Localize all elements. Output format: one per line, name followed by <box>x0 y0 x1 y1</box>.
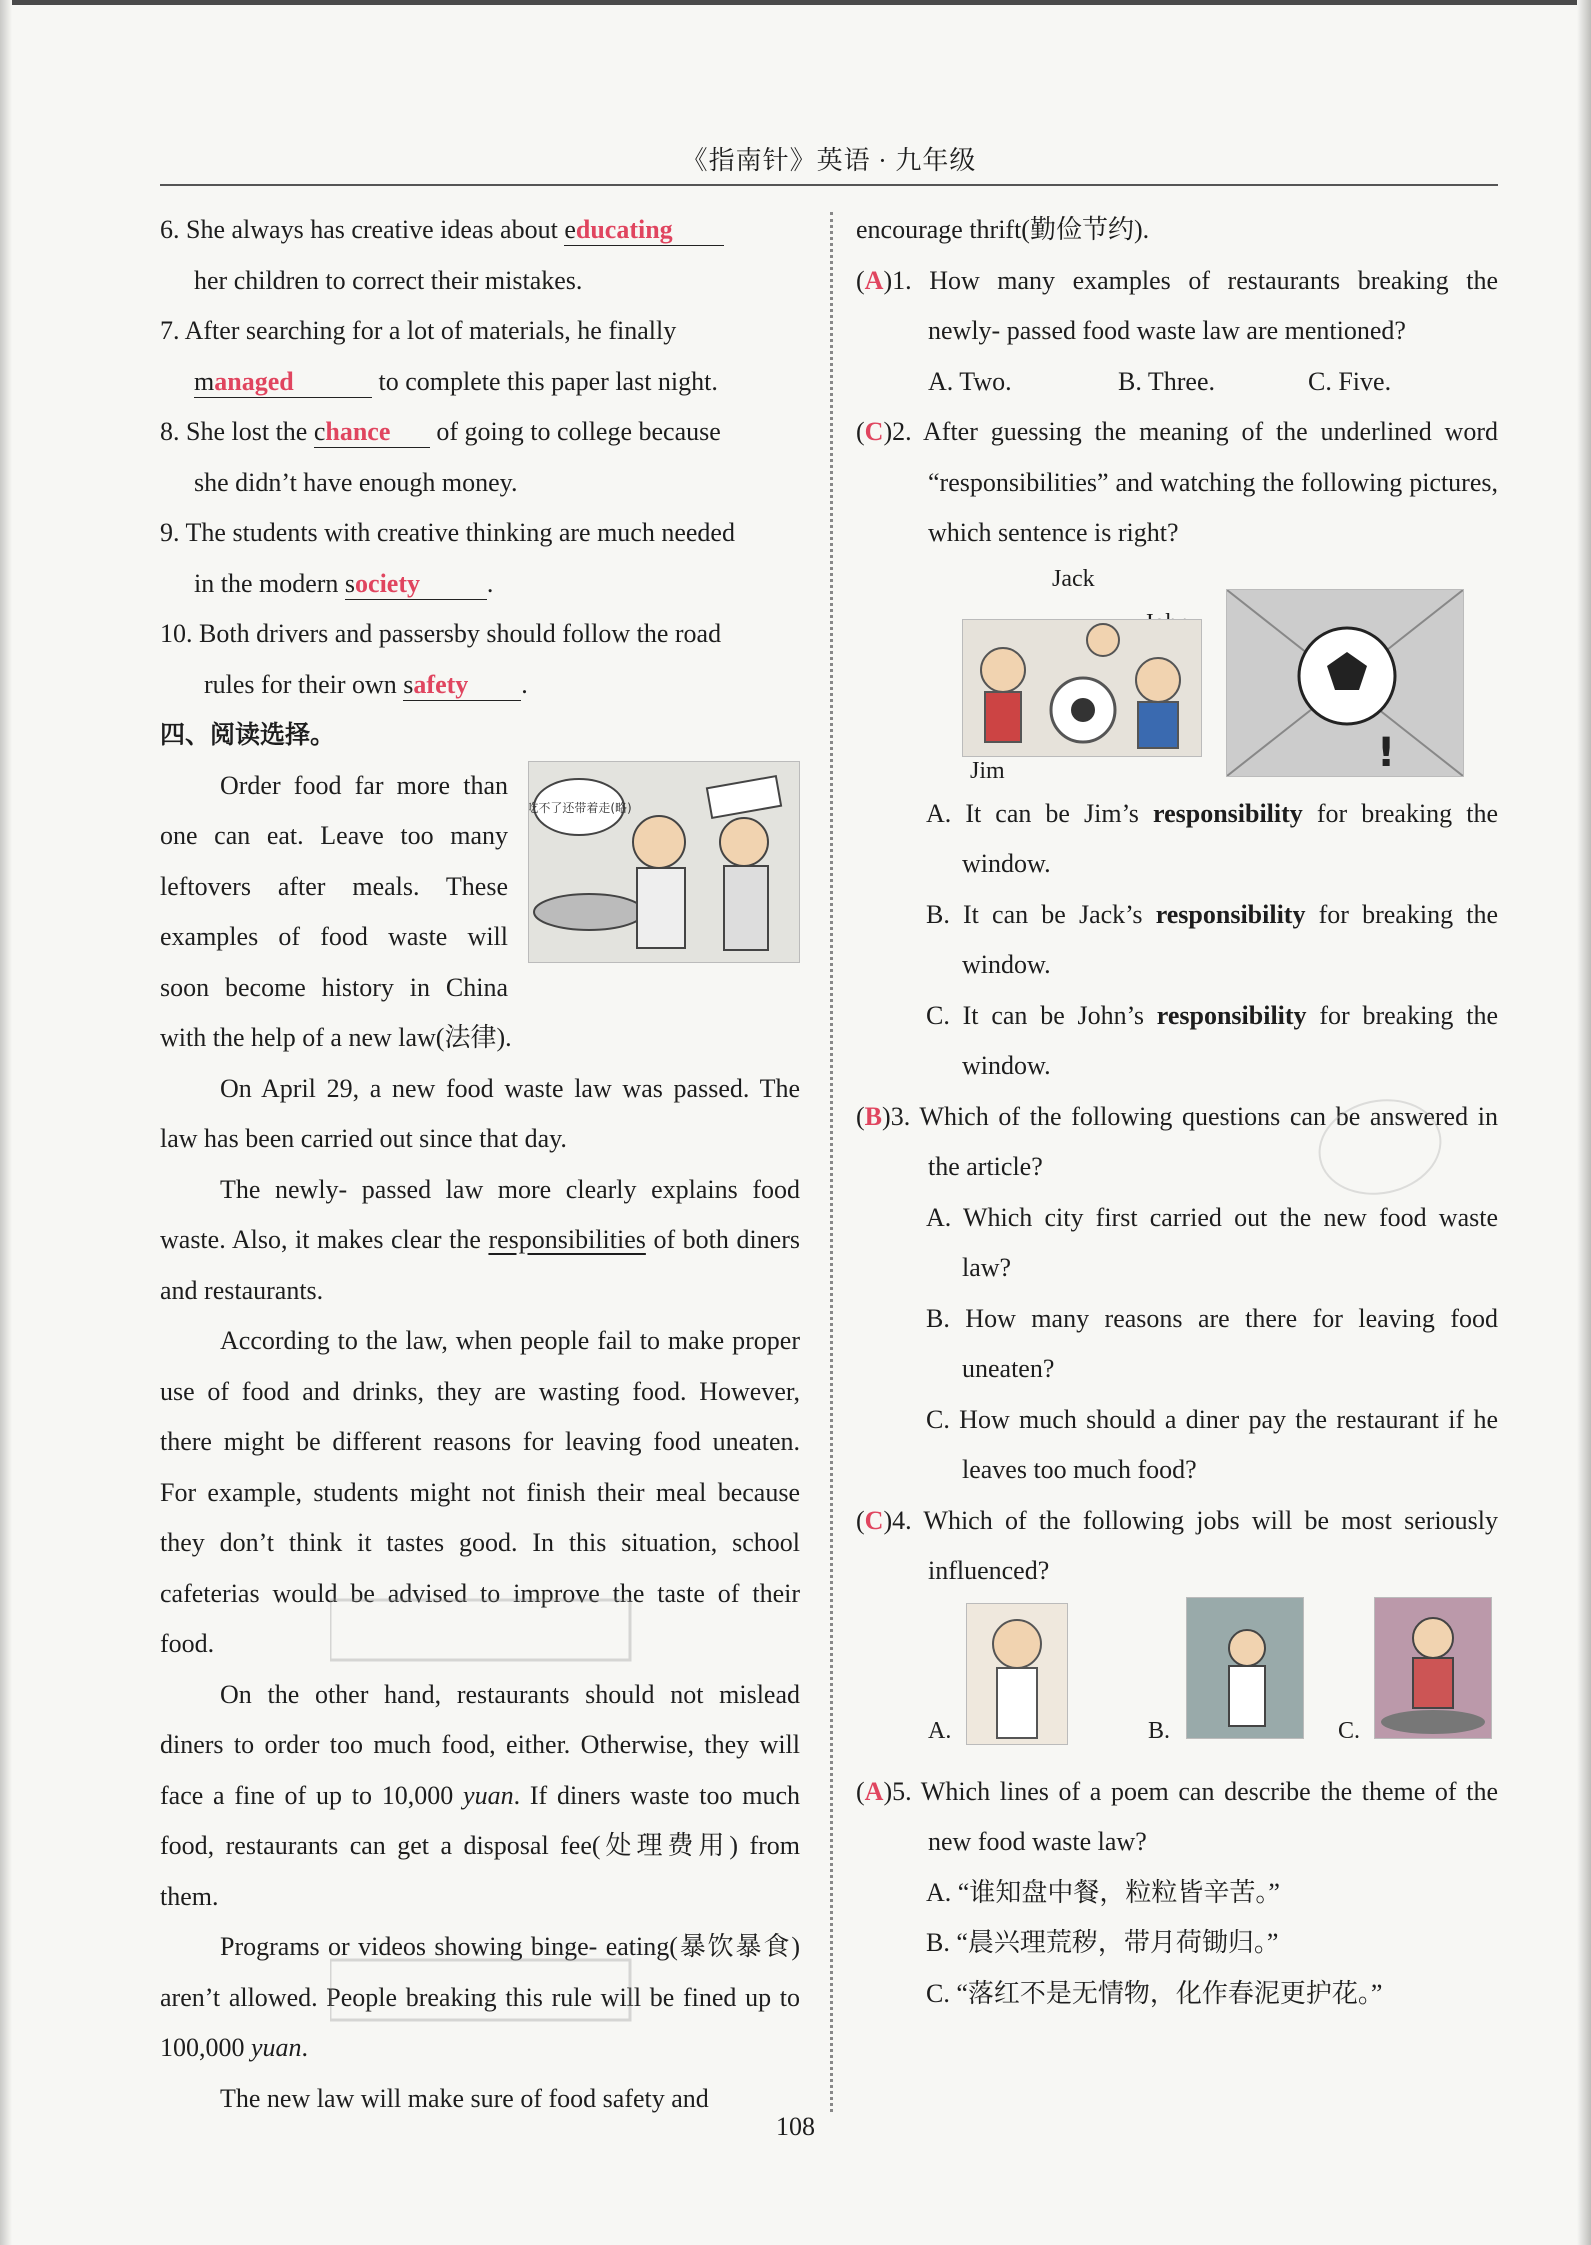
header-rule <box>160 184 1498 186</box>
scan-edge-left <box>0 0 12 2245</box>
option: C. Five. <box>1308 366 1392 396</box>
chef-picture <box>1186 1597 1304 1739</box>
question-5: (A)5. Which lines of a poem can describe the theme of the new food waste law? <box>856 1776 1498 1856</box>
answer-text: ociety <box>355 568 421 598</box>
fill-item-8-cont: she didn’t have enough money. <box>194 467 518 497</box>
watermark-1 <box>330 1590 650 1686</box>
option-label-c: C. <box>1338 1717 1361 1744</box>
kids-football-picture <box>962 619 1202 757</box>
passage-p2: On April 29, a new food waste law was passed. The law has been carried out since that day. <box>160 1073 800 1153</box>
question-1: (A)1. How many examples of restaurants breaking the newly- passed food waste law are mentioned? <box>856 265 1499 345</box>
question-5-option-b: B. “晨兴理荒秽，带月荷锄归。” <box>926 1928 1279 1957</box>
question-answer: A <box>864 1776 884 1806</box>
option-label-a: A. <box>928 1717 952 1744</box>
passage-p3: The newly- passed law more clearly explains food waste. Also, it makes clear the responsibilities of both diners and restaurants. <box>160 1174 801 1305</box>
question-4: (C)4. Which of the following jobs will be most seriously influenced? <box>856 1505 1498 1585</box>
svg-text:!: ! <box>1377 729 1396 776</box>
speech-bubble-text: 吃不了还带着走(略) <box>529 800 632 815</box>
answer-text: anaged <box>214 366 294 396</box>
page-number: 108 <box>776 2112 815 2141</box>
question-3-option-c: C. How much should a diner pay the restaurant if he leaves too much food? <box>926 1404 1498 1484</box>
scan-edge-right <box>1577 0 1591 2245</box>
page-header: 《指南针》英语 · 九年级 <box>681 146 977 175</box>
fill-item-9-cont: in the modern society . <box>194 568 494 598</box>
question-answer: B <box>864 1101 883 1131</box>
column-divider <box>830 212 833 2112</box>
passage-continuation: encourage thrift(勤俭节约). <box>856 215 1150 244</box>
question-5-option-c: C. “落红不是无情物，化作春泥更护花。” <box>926 1978 1383 2008</box>
question-answer: C <box>864 1505 884 1535</box>
underlined-word: responsibilities <box>488 1225 646 1254</box>
fill-item-9: 9. The students with creative thinking are much needed <box>160 518 735 547</box>
answer-text: hance <box>325 417 391 446</box>
question-4-pictures <box>856 1597 1498 1767</box>
question-5-option-a: A. “谁知盘中餐，粒粒皆辛苦。” <box>926 1877 1280 1907</box>
label-jack: Jack <box>1052 565 1095 592</box>
passage-p5: On the other hand, restaurants should not mislead diners to order too much food, either. Otherwise, they will face a fine of up to 10,000 yuan. If diners waste too much food, restaurants can get a disposal fee(处理费用) from them. <box>160 1679 801 1911</box>
question-2-option-b: B. It can be Jack’s responsibility for breaking the window. <box>926 899 1498 979</box>
passage-p4: According to the law, when people fail to make proper use of food and drinks, they are wasting food. However, there might be different reasons for leaving food uneaten. For example, students might not finish their meal because they don’t think it tastes good. In this situation, school cafeterias would be advised to improve the taste of their food. <box>160 1326 800 1658</box>
question-1-options <box>856 357 1498 408</box>
fill-item-7: 7. After searching for a lot of materials, he finally <box>160 316 677 345</box>
label-jim: Jim <box>970 757 1005 784</box>
cartoon-diners-image <box>528 761 800 963</box>
question-2-pictures <box>856 559 1498 789</box>
fill-item-6: 6. She always has creative ideas about educating <box>160 205 800 256</box>
passage-p1: Order food far more than one can eat. Leave too many leftovers after meals. These examples of food waste will soon become history in China with the help of a new law(法律). <box>160 770 512 1052</box>
answer-text: ducating <box>575 215 673 244</box>
fill-item-7-cont: managed to complete this paper last night. <box>194 366 718 396</box>
watermark-2 <box>330 1950 650 2046</box>
option: A. Two. <box>928 366 1012 396</box>
question-3-option-a: A. Which city first carried out the new food waste law? <box>926 1202 1498 1282</box>
fill-item-6-cont: her children to correct their mistakes. <box>194 265 583 295</box>
section-title: 四、阅读选择。 <box>160 720 336 749</box>
fill-item-10-cont: rules for their own safety . <box>204 669 528 699</box>
question-3: (B)3. Which of the following questions can be answered in the article? <box>856 1101 1499 1181</box>
question-2: (C)2. After guessing the meaning of the underlined word “responsibilities” and watching the following pictures, which sentence is right? <box>856 417 1498 547</box>
question-2-option-c: C. It can be John’s responsibility for breaking the window. <box>926 1000 1498 1080</box>
option-label-b: B. <box>1148 1717 1171 1744</box>
option: B. Three. <box>1118 366 1215 396</box>
passage-p6: Programs or videos showing binge- eating(暴饮暴食) aren’t allowed. People breaking this rule will be fined up to 100,000 yuan. <box>160 1932 800 2062</box>
question-3-option-b: B. How many reasons are there for leaving food uneaten? <box>926 1303 1498 1383</box>
waitress-picture <box>966 1603 1068 1745</box>
fill-item-8: 8. She lost the chance of going to college because <box>160 417 721 446</box>
question-2-option-a: A. It can be Jim’s responsibility for breaking the window. <box>926 798 1499 878</box>
left-column <box>160 205 800 2124</box>
scan-edge-top <box>0 0 1591 5</box>
broken-window-picture <box>1226 589 1464 777</box>
question-answer: C <box>864 417 884 446</box>
question-answer: A <box>864 265 884 295</box>
passage-p7: The new law will make sure of food safety and <box>220 2083 709 2113</box>
food-vlogger-picture <box>1374 1597 1492 1739</box>
answer-text: afety <box>413 669 469 699</box>
fill-item-10: 10. Both drivers and passersby should follow the road <box>160 619 722 648</box>
